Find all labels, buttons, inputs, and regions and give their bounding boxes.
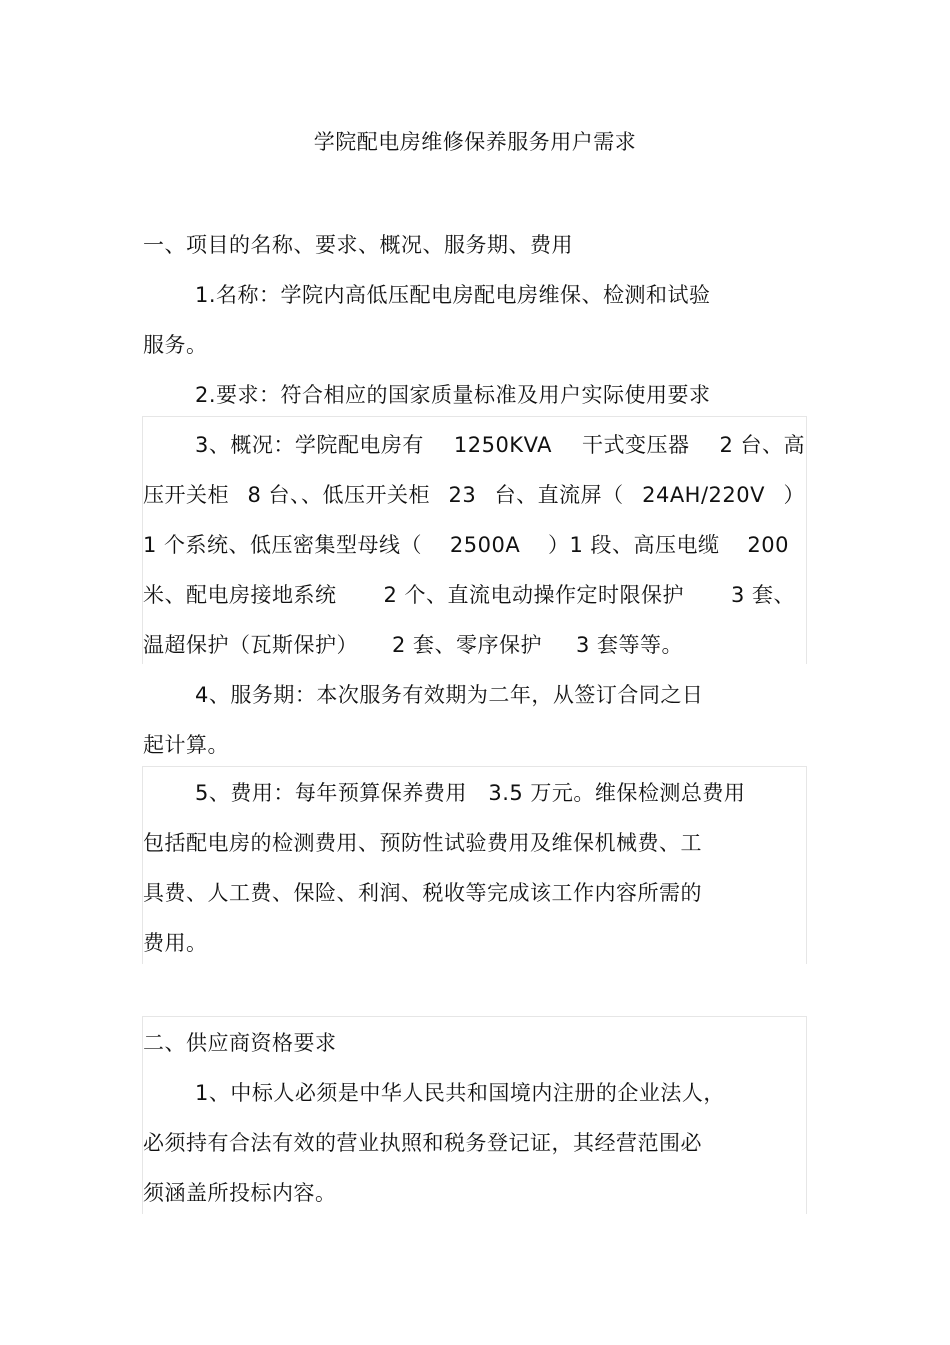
section1-heading: 一、项目的名称、要求、概况、服务期、费用 <box>143 233 573 257</box>
item3-line1 <box>195 430 805 460</box>
item3-line5 <box>143 630 683 660</box>
item3-seg: 24AH/220V <box>642 483 765 507</box>
item3-line2 <box>143 480 805 510</box>
item4-line1: 4、服务期：本次服务有效期为二年，从签订合同之日 <box>195 683 704 707</box>
item3-line4 <box>143 580 795 610</box>
item4-line2: 起计算。 <box>143 733 229 757</box>
item5-line1: 5、费用：每年预算保养费用 3.5 万元。维保检测总费用 <box>195 781 746 805</box>
item3-line3 <box>143 530 789 560</box>
item3-seg: 2500A <box>449 533 521 557</box>
document-title: 学院配电房维修保养服务用户需求 <box>313 130 637 154</box>
item1-line2: 服务。 <box>143 333 208 357</box>
item3-seg: 压开关柜 <box>143 483 229 507</box>
item3-seg: 1 个系统、低压密集型母线（ <box>143 533 423 557</box>
item3-seg: ）1 段、高压电缆 <box>548 533 720 557</box>
item3-seg: 2 套、零序保护 <box>391 633 542 657</box>
item3-seg: 3 套、 <box>730 583 795 607</box>
s2-item1-line3: 须涵盖所投标内容。 <box>143 1181 337 1205</box>
item2-text: 2.要求：符合相应的国家质量标准及用户实际使用要求 <box>195 383 711 407</box>
section2-heading: 二、供应商资格要求 <box>143 1031 337 1055</box>
item5-line3: 具费、人工费、保险、利润、税收等完成该工作内容所需的 <box>143 881 702 905</box>
item3-seg: 台、直流屏（ <box>494 483 624 507</box>
item3-seg: 3 套等等。 <box>575 633 683 657</box>
item3-seg: 温超保护（瓦斯保护） <box>143 633 358 657</box>
item5-line4: 费用。 <box>143 931 208 955</box>
item1-line1: 1.名称：学院内高低压配电房配电房维保、检测和试验 <box>195 283 711 307</box>
s2-item1-line2: 必须持有合法有效的营业执照和税务登记证，其经营范围必 <box>143 1131 702 1155</box>
item3-seg: 2 个、直流电动操作定时限保护 <box>383 583 684 607</box>
item3-seg: 1250KVA <box>453 433 552 457</box>
item3-seg: 3、概况：学院配电房有 <box>195 433 424 457</box>
item5-line2: 包括配电房的检测费用、预防性试验费用及维保机械费、工 <box>143 831 702 855</box>
item3-seg: 200 <box>747 533 789 557</box>
item3-seg: 2 台、高 <box>719 433 805 457</box>
item3-seg: 23 <box>448 483 477 507</box>
item3-seg: 8 台、、低压开关柜 <box>247 483 430 507</box>
item3-seg: ） <box>783 483 805 507</box>
s2-item1-line1: 1、中标人必须是中华人民共和国境内注册的企业法人， <box>195 1081 725 1105</box>
item3-seg: 干式变压器 <box>581 433 690 457</box>
item3-seg: 米、配电房接地系统 <box>143 583 337 607</box>
